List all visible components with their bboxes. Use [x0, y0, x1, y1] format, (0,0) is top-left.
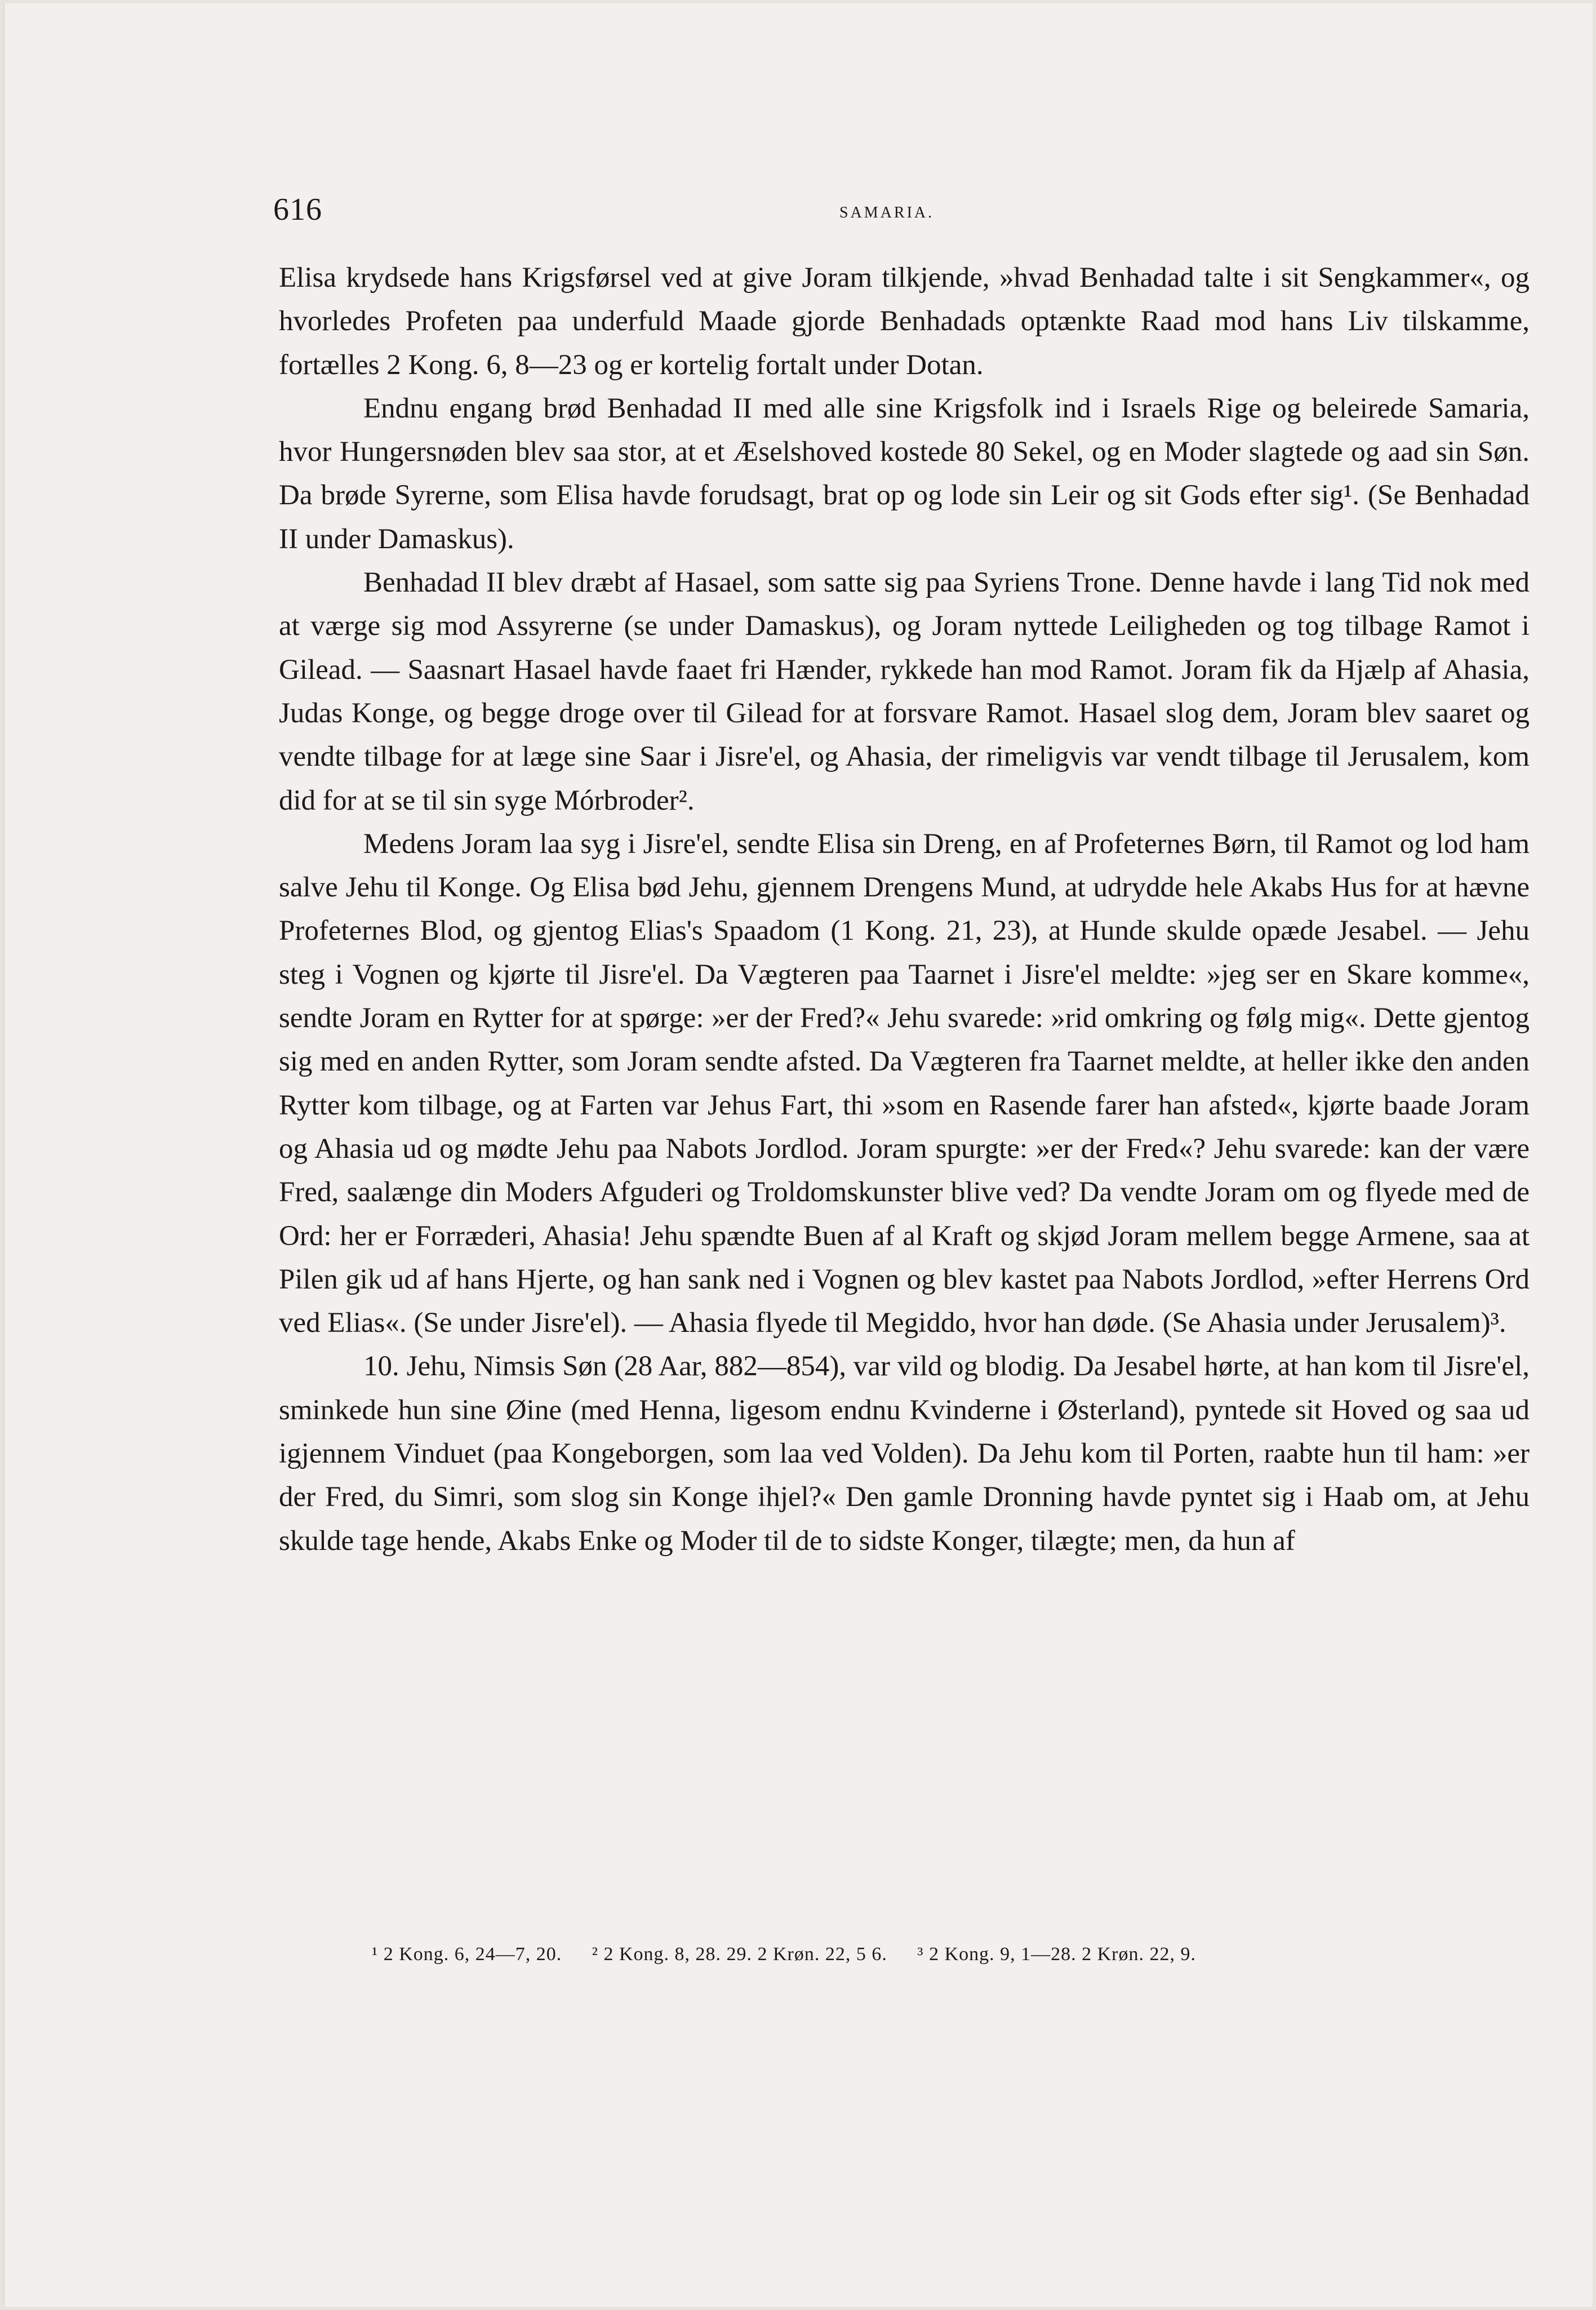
paragraph-3: Benhadad II blev dræbt af Hasael, som satte sig paa Syriens Trone. Denne havde i lang Tid nok med at værge sig mod Assyrerne (se under Damaskus), og Joram nyttede Leiligheden og tog tilbage Ramot i Gilead. — Saasnart Hasael havde faaet fri Hænder, rykkede han mod Ramot. Joram fik da Hjælp af Ahasia, Judas Konge, og begge droge over til Gilead for at forsvare Ramot. Hasael slog dem, Joram blev saaret og vendte tilbage for at læge sine Saar i Jisre'el, og Ahasia, der rimeligvis var vendt tilbage til Jerusalem, kom did for at se til sin syge Mórbroder².	[279, 567, 1530, 816]
page-header	[273, 192, 1535, 237]
footnote-2: ² 2 Kong. 8, 28. 29. 2 Krøn. 22, 5 6.	[592, 1944, 887, 1965]
paragraph-1: Elisa krydsede hans Krigsførsel ved at give Joram tilkjende, »hvad Benhadad talte i sit Sengkammer«, og hvorledes Profeten paa underfuld Maade gjorde Benhadads optænkte Raad mod hans Liv tilskamme, fortælles 2 Kong. 6, 8—23 og er kortelig fortalt under Dotan.	[279, 262, 1530, 381]
footnotes	[372, 1944, 1555, 1978]
body-text	[279, 256, 1530, 1918]
paragraph-4: Medens Joram laa syg i Jisre'el, sendte Elisa sin Dreng, en af Profeternes Børn, til Ramot og lod ham salve Jehu til Konge. Og Elisa bød Jehu, gjennem Drengens Mund, at udrydde hele Akabs Hus for at hævne Profeternes Blod, og gjentog Elias's Spaadom (1 Kong. 21, 23), at Hunde skulde opæde Jesabel. — Jehu steg i Vognen og kjørte til Jisre'el. Da Vægteren paa Taarnet i Jisre'el meldte: »jeg ser en Skare komme«, sendte Joram en Rytter for at spørge: »er der Fred?« Jehu svarede: »rid omkring og følg mig«. Dette gjentog sig med en anden Rytter, som Joram sendte afsted. Da Vægteren fra Taarnet meldte, at heller ikke den anden Rytter kom tilbage, og at Farten var Jehus Fart, thi »som en Rasende farer han afsted«, kjørte baade Joram og Ahasia ud og mødte Jehu paa Nabots Jordlod. Joram spurgte: »er der Fred«? Jehu svarede: kan der være Fred, saalænge din Moders Afguderi og Troldomskunster blive ved? Da vendte Joram om og flyede med de Ord: her er Forræderi, Ahasia! Jehu spændte Buen af al Kraft og skjød Joram mellem begge Armene, saa at Pilen gik ud af hans Hjerte, og han sank ned i Vognen og blev kastet paa Nabots Jordlod, »efter Herrens Ord ved Elias«. (Se under Jisre'el). — Ahasia flyede til Megiddo, hvor han døde. (Se Ahasia under Jerusalem)³.	[279, 828, 1530, 1339]
footnote-3: ³ 2 Kong. 9, 1—28. 2 Krøn. 22, 9.	[917, 1944, 1196, 1965]
page-number: 616	[273, 192, 322, 227]
paragraph-2: Endnu engang brød Benhadad II med alle sine Krigsfolk ind i Israels Rige og beleirede Samaria, hvor Hungersnøden blev saa stor, at et Æselshoved kostede 80 Sekel, og en Moder slagtede og aad sin Søn. Da brøde Syrerne, som Elisa havde forudsagt, brat op og lode sin Leir og sit Gods efter sig¹. (Se Benhadad II under Damaskus).	[279, 392, 1530, 555]
footnote-1: ¹ 2 Kong. 6, 24—7, 20.	[372, 1944, 562, 1965]
running-title: SAMARIA.	[839, 204, 935, 221]
paragraph-5: 10. Jehu, Nimsis Søn (28 Aar, 882—854), var vild og blodig. Da Jesabel hørte, at han kom til Jisre'el, sminkede hun sine Øine (med Henna, ligesom endnu Kvinderne i Østerland), pyntede sit Hoved og saa ud igjennem Vinduet (paa Kongeborgen, som laa ved Volden). Da Jehu kom til Porten, raabte hun til ham: »er der Fred, du Simri, som slog sin Konge ihjel?« Den gamle Dronning havde pyntet sig i Haab om, at Jehu skulde tage hende, Akabs Enke og Moder til de to sidste Konger, tilægte; men, da hun af	[279, 1351, 1530, 1557]
